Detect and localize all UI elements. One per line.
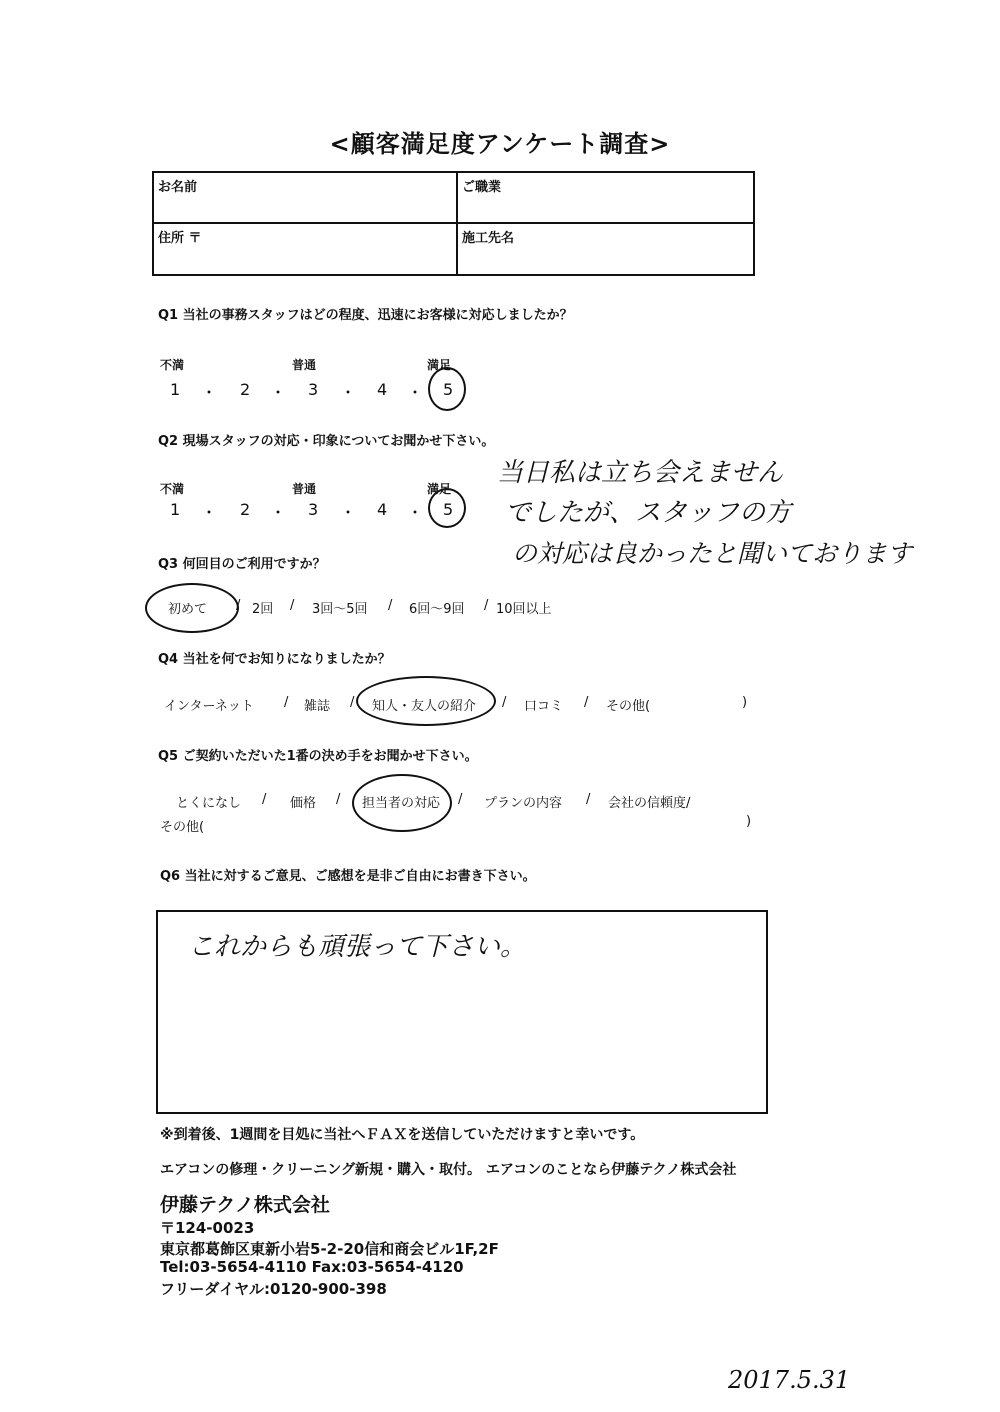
- tel-fax: Tel:03-5654-4110 Fax:03-5654-4120: [160, 1258, 464, 1276]
- q3-separator: /: [388, 598, 393, 613]
- q5-other-close-paren: ): [746, 814, 752, 829]
- q1-label-low: 不満: [160, 358, 185, 372]
- q1-question: Q1 当社の事務スタッフはどの程度、迅速にお客様に対応しましたか？: [158, 308, 573, 323]
- q5-option-plan[interactable]: プランの内容: [484, 796, 563, 811]
- q2-handwritten-comment-line2: でしたが、スタッフの方: [505, 498, 792, 528]
- q5-separator: /: [586, 792, 591, 807]
- q1-label-high: 満足: [427, 358, 452, 372]
- q2-dot: ・: [270, 503, 287, 522]
- q6-question: Q6 当社に対するご意見、ご感想を是非ご自由にお書き下さい。: [160, 869, 536, 884]
- q1-label-mid: 普通: [292, 358, 317, 372]
- q5-option-other[interactable]: その他(: [160, 820, 205, 835]
- q1-dot: ・: [407, 383, 424, 402]
- company-address: 東京都葛飾区東新小岩5-2-20信和商会ビル1F,2F: [160, 1240, 499, 1258]
- q5-separator: /: [336, 792, 341, 807]
- q1-dot: ・: [201, 383, 218, 402]
- fax-note: ※到着後、1週間を目処に当社へＦＡＸを送信していただけますと幸いです。: [160, 1127, 645, 1143]
- q3-separator: /: [290, 598, 295, 613]
- table-divider-horizontal: [154, 222, 753, 224]
- q4-separator: /: [350, 695, 355, 710]
- q1-option-5[interactable]: 5: [443, 380, 454, 399]
- q3-separator: /: [236, 598, 241, 613]
- q4-option-referral[interactable]: 知人・友人の紹介: [372, 699, 477, 714]
- q3-option-first-time[interactable]: 初めて: [168, 602, 208, 617]
- page-title: <顧客満足度アンケート調査>: [329, 130, 671, 158]
- q3-question: Q3 何回目のご利用ですか？: [158, 557, 326, 572]
- q5-separator: /: [458, 792, 463, 807]
- q2-label-low: 不満: [160, 482, 185, 496]
- q6-handwritten-answer: これからも頑張って下さい。: [188, 932, 527, 962]
- q2-dot: ・: [201, 503, 218, 522]
- q1-dot: ・: [270, 383, 287, 402]
- site-name-label: 施工先名: [462, 231, 515, 246]
- q5-option-trust[interactable]: 会社の信頼度/: [608, 796, 691, 811]
- q5-selection-circle: [352, 774, 452, 832]
- q3-option-10-plus[interactable]: 10回以上: [496, 602, 552, 617]
- job-label: ご職業: [462, 180, 502, 195]
- q4-option-magazine[interactable]: 雑誌: [304, 699, 331, 714]
- q1-dot: ・: [340, 383, 357, 402]
- q4-selection-circle: [356, 676, 496, 726]
- customer-info-table: [152, 171, 755, 276]
- q2-selection-circle: [428, 488, 466, 528]
- q1-option-4[interactable]: 4: [377, 380, 388, 399]
- address-label: 住所 〒: [158, 231, 202, 246]
- company-name: 伊藤テクノ株式会社: [160, 1194, 330, 1216]
- q1-option-1[interactable]: 1: [170, 380, 181, 399]
- q2-question: Q2 現場スタッフの対応・印象についてお聞かせ下さい。: [158, 434, 495, 449]
- q4-other-close-paren: ): [742, 695, 748, 710]
- q2-handwritten-comment-line1: 当日私は立ち会えません: [497, 458, 784, 488]
- q2-option-4[interactable]: 4: [377, 500, 388, 519]
- q2-option-5[interactable]: 5: [443, 500, 454, 519]
- q5-option-price[interactable]: 価格: [290, 796, 317, 811]
- q4-option-internet[interactable]: インターネット: [164, 699, 254, 714]
- q4-option-other[interactable]: その他(: [606, 699, 651, 714]
- q1-option-2[interactable]: 2: [240, 380, 251, 399]
- name-label: お名前: [158, 180, 198, 195]
- q2-handwritten-comment-line3: の対応は良かったと聞いております: [512, 539, 913, 568]
- q1-option-3[interactable]: 3: [308, 380, 319, 399]
- q2-dot: ・: [340, 503, 357, 522]
- q2-option-3[interactable]: 3: [308, 500, 319, 519]
- q3-separator: /: [484, 598, 489, 613]
- q2-option-1[interactable]: 1: [170, 500, 181, 519]
- q4-question: Q4 当社を何でお知りになりましたか？: [158, 652, 391, 667]
- q3-selection-circle: [145, 583, 239, 633]
- q4-option-word-of-mouth[interactable]: 口コミ: [524, 699, 564, 714]
- q4-separator: /: [584, 695, 589, 710]
- q4-separator: /: [284, 695, 289, 710]
- free-dial: フリーダイヤル:0120-900-398: [160, 1280, 387, 1298]
- q3-option-2[interactable]: 2回: [252, 602, 274, 617]
- handwritten-date: 2017.5.31: [728, 1366, 851, 1394]
- q3-option-3-5[interactable]: 3回〜5回: [312, 602, 368, 617]
- q4-separator: /: [502, 695, 507, 710]
- q5-option-none[interactable]: とくになし: [176, 796, 242, 811]
- q3-option-6-9[interactable]: 6回〜9回: [409, 602, 465, 617]
- q2-option-2[interactable]: 2: [240, 500, 251, 519]
- company-tagline: エアコンの修理・クリーニング新規・購入・取付。 エアコンのことなら伊藤テクノ株式会社: [160, 1162, 737, 1178]
- q2-dot: ・: [407, 503, 424, 522]
- q2-label-mid: 普通: [292, 482, 317, 496]
- q5-option-staff[interactable]: 担当者の対応: [362, 796, 441, 811]
- q5-question: Q5 ご契約いただいた1番の決め手をお聞かせ下さい。: [158, 749, 478, 764]
- q5-separator: /: [262, 792, 267, 807]
- q6-answer-box[interactable]: [156, 910, 768, 1114]
- postal-code: 〒124-0023: [160, 1219, 255, 1237]
- q2-label-high: 満足: [427, 482, 452, 496]
- q1-selection-circle: [428, 367, 466, 411]
